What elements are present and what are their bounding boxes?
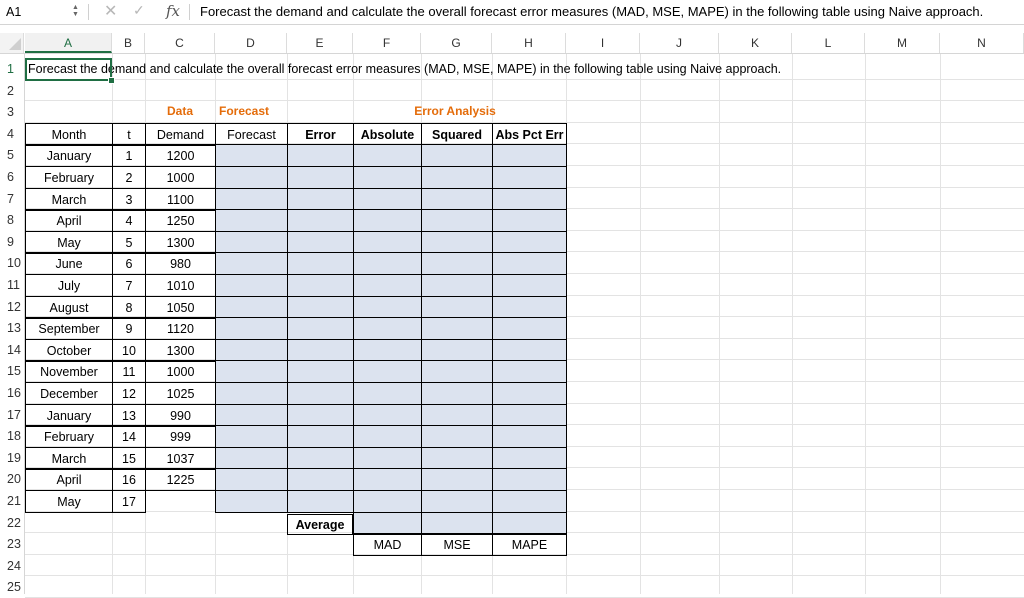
column-header-i[interactable]: I bbox=[566, 33, 640, 53]
section-error-analysis-label: Error Analysis bbox=[414, 104, 496, 118]
forecast-input-cell[interactable] bbox=[215, 317, 288, 340]
period-cell[interactable]: 4 bbox=[112, 209, 146, 232]
absolute-input-cell[interactable] bbox=[353, 209, 422, 232]
month-cell[interactable]: January bbox=[25, 144, 113, 167]
average-label: Average bbox=[287, 514, 353, 535]
demand-cell[interactable]: 1120 bbox=[145, 317, 216, 340]
grid-line bbox=[640, 54, 641, 594]
header-forecast[interactable]: Forecast bbox=[215, 123, 288, 146]
fill-handle[interactable] bbox=[108, 77, 115, 84]
forecast-input-cell[interactable] bbox=[215, 339, 288, 362]
month-cell[interactable]: December bbox=[25, 382, 113, 405]
formula-bar bbox=[0, 0, 1024, 25]
abs-pct-err-input-cell[interactable] bbox=[492, 209, 567, 232]
column-header-b[interactable]: B bbox=[112, 33, 145, 53]
abs-pct-err-input-cell[interactable] bbox=[492, 317, 567, 340]
month-cell[interactable]: February bbox=[25, 425, 113, 448]
squared-input-cell[interactable] bbox=[421, 382, 493, 405]
row-header-19[interactable]: 19 bbox=[7, 451, 21, 465]
error-input-cell[interactable] bbox=[287, 296, 354, 319]
month-cell[interactable]: March bbox=[25, 188, 113, 211]
header-month[interactable]: Month bbox=[25, 123, 113, 146]
squared-input-cell[interactable] bbox=[421, 166, 493, 189]
insert-function-icon[interactable]: fx bbox=[166, 2, 181, 20]
absolute-input-cell[interactable] bbox=[353, 188, 422, 211]
period-cell[interactable]: 2 bbox=[112, 166, 146, 189]
period-cell[interactable]: 5 bbox=[112, 231, 146, 254]
demand-cell[interactable]: 990 bbox=[145, 404, 216, 427]
month-cell[interactable]: March bbox=[25, 447, 113, 470]
absolute-input-cell[interactable] bbox=[353, 339, 422, 362]
absolute-input-cell[interactable] bbox=[353, 144, 422, 167]
header-demand[interactable]: Demand bbox=[145, 123, 216, 146]
summary-label-mse[interactable]: MSE bbox=[421, 533, 493, 556]
squared-input-cell[interactable] bbox=[421, 447, 493, 470]
forecast-input-cell[interactable] bbox=[215, 490, 288, 513]
average-mape-cell[interactable] bbox=[492, 512, 567, 535]
month-cell[interactable]: May bbox=[25, 231, 113, 254]
error-input-cell[interactable] bbox=[287, 425, 354, 448]
grid-line bbox=[25, 575, 1024, 576]
row-header-20[interactable]: 20 bbox=[7, 472, 21, 486]
row-header-25[interactable]: 25 bbox=[7, 580, 21, 594]
month-cell[interactable]: October bbox=[25, 339, 113, 362]
demand-cell[interactable]: 1050 bbox=[145, 296, 216, 319]
squared-input-cell[interactable] bbox=[421, 252, 493, 275]
demand-cell[interactable]: 1000 bbox=[145, 360, 216, 383]
formula-input[interactable]: Forecast the demand and calculate the overall forecast error measures (MAD, MSE, MAPE) in the following table using Naive approach. bbox=[200, 4, 984, 19]
demand-cell[interactable]: 1100 bbox=[145, 188, 216, 211]
row-header-17[interactable]: 17 bbox=[7, 408, 21, 422]
period-cell[interactable]: 3 bbox=[112, 188, 146, 211]
row-header-6[interactable]: 6 bbox=[7, 170, 14, 184]
month-cell[interactable]: February bbox=[25, 166, 113, 189]
row-header-15[interactable]: 15 bbox=[7, 364, 21, 378]
row-header-22[interactable]: 22 bbox=[7, 516, 21, 530]
error-input-cell[interactable] bbox=[287, 317, 354, 340]
header-squared[interactable]: Squared bbox=[421, 123, 493, 146]
period-cell[interactable]: 13 bbox=[112, 404, 146, 427]
month-cell[interactable]: June bbox=[25, 252, 113, 275]
demand-cell[interactable]: 1300 bbox=[145, 339, 216, 362]
error-input-cell[interactable] bbox=[287, 490, 354, 513]
period-cell[interactable]: 7 bbox=[112, 274, 146, 297]
abs-pct-err-input-cell[interactable] bbox=[492, 274, 567, 297]
summary-label-mad[interactable]: MAD bbox=[353, 533, 422, 556]
absolute-input-cell[interactable] bbox=[353, 317, 422, 340]
abs-pct-err-input-cell[interactable] bbox=[492, 447, 567, 470]
error-input-cell[interactable] bbox=[287, 339, 354, 362]
forecast-input-cell[interactable] bbox=[215, 231, 288, 254]
squared-input-cell[interactable] bbox=[421, 468, 493, 491]
absolute-input-cell[interactable] bbox=[353, 404, 422, 427]
abs-pct-err-input-cell[interactable] bbox=[492, 166, 567, 189]
column-header-a[interactable]: A bbox=[25, 33, 112, 53]
absolute-input-cell[interactable] bbox=[353, 382, 422, 405]
forecast-input-cell[interactable] bbox=[215, 209, 288, 232]
row-header-1[interactable]: 1 bbox=[7, 62, 14, 76]
forecast-input-cell[interactable] bbox=[215, 360, 288, 383]
error-input-cell[interactable] bbox=[287, 188, 354, 211]
grid-line bbox=[940, 54, 941, 594]
absolute-input-cell[interactable] bbox=[353, 490, 422, 513]
row-header-9[interactable]: 9 bbox=[7, 235, 14, 249]
period-cell[interactable]: 8 bbox=[112, 296, 146, 319]
row-header-8[interactable]: 8 bbox=[7, 213, 14, 227]
absolute-input-cell[interactable] bbox=[353, 425, 422, 448]
demand-cell[interactable]: 999 bbox=[145, 425, 216, 448]
demand-cell[interactable]: 1300 bbox=[145, 231, 216, 254]
error-input-cell[interactable] bbox=[287, 209, 354, 232]
cell-a1-title[interactable]: Forecast the demand and calculate the overall forecast error measures (MAD, MSE, MAPE) in the following table using Naive approach. bbox=[28, 62, 782, 76]
column-header-m[interactable]: M bbox=[865, 33, 940, 53]
month-cell[interactable]: April bbox=[25, 209, 113, 232]
column-header-d[interactable]: D bbox=[215, 33, 287, 53]
period-cell[interactable]: 14 bbox=[112, 425, 146, 448]
row-header-14[interactable]: 14 bbox=[7, 343, 21, 357]
column-header-g[interactable]: G bbox=[421, 33, 492, 53]
error-input-cell[interactable] bbox=[287, 144, 354, 167]
row-header-5[interactable]: 5 bbox=[7, 148, 14, 162]
forecast-input-cell[interactable] bbox=[215, 188, 288, 211]
month-cell[interactable]: November bbox=[25, 360, 113, 383]
header-absolute[interactable]: Absolute bbox=[353, 123, 422, 146]
error-input-cell[interactable] bbox=[287, 447, 354, 470]
abs-pct-err-input-cell[interactable] bbox=[492, 144, 567, 167]
error-input-cell[interactable] bbox=[287, 252, 354, 275]
grid-line bbox=[719, 54, 720, 594]
squared-input-cell[interactable] bbox=[421, 209, 493, 232]
column-header-l[interactable]: L bbox=[792, 33, 865, 53]
abs-pct-err-input-cell[interactable] bbox=[492, 360, 567, 383]
row-header-7[interactable]: 7 bbox=[7, 192, 14, 206]
section-data-label: Data bbox=[166, 104, 193, 118]
header-abs-pct-err[interactable]: Abs Pct Err bbox=[492, 123, 567, 146]
squared-input-cell[interactable] bbox=[421, 360, 493, 383]
absolute-input-cell[interactable] bbox=[353, 252, 422, 275]
period-cell[interactable]: 6 bbox=[112, 252, 146, 275]
forecast-input-cell[interactable] bbox=[215, 252, 288, 275]
error-input-cell[interactable] bbox=[287, 382, 354, 405]
abs-pct-err-input-cell[interactable] bbox=[492, 339, 567, 362]
column-header-border bbox=[0, 53, 1024, 54]
absolute-input-cell[interactable] bbox=[353, 274, 422, 297]
squared-input-cell[interactable] bbox=[421, 296, 493, 319]
demand-cell[interactable]: 1250 bbox=[145, 209, 216, 232]
period-cell[interactable]: 17 bbox=[112, 490, 146, 513]
selected-cell-outline bbox=[25, 58, 112, 81]
column-header-j[interactable]: J bbox=[640, 33, 719, 53]
forecast-input-cell[interactable] bbox=[215, 447, 288, 470]
period-cell[interactable]: 15 bbox=[112, 447, 146, 470]
month-cell[interactable]: July bbox=[25, 274, 113, 297]
demand-cell[interactable]: 1200 bbox=[145, 144, 216, 167]
forecast-input-cell[interactable] bbox=[215, 382, 288, 405]
month-cell[interactable]: May bbox=[25, 490, 113, 513]
row-header-12[interactable]: 12 bbox=[7, 300, 21, 314]
row-header-11[interactable]: 11 bbox=[7, 278, 20, 292]
squared-input-cell[interactable] bbox=[421, 231, 493, 254]
period-cell[interactable]: 16 bbox=[112, 468, 146, 491]
abs-pct-err-input-cell[interactable] bbox=[492, 404, 567, 427]
row-header-13[interactable]: 13 bbox=[7, 321, 21, 335]
column-header-c[interactable]: C bbox=[145, 33, 215, 53]
abs-pct-err-input-cell[interactable] bbox=[492, 490, 567, 513]
column-header-f[interactable]: F bbox=[353, 33, 421, 53]
squared-input-cell[interactable] bbox=[421, 188, 493, 211]
column-header-k[interactable]: K bbox=[719, 33, 792, 53]
divider bbox=[88, 4, 89, 20]
row-header-4[interactable]: 4 bbox=[7, 127, 14, 141]
forecast-input-cell[interactable] bbox=[215, 468, 288, 491]
abs-pct-err-input-cell[interactable] bbox=[492, 468, 567, 491]
abs-pct-err-input-cell[interactable] bbox=[492, 425, 567, 448]
divider bbox=[189, 4, 190, 20]
absolute-input-cell[interactable] bbox=[353, 447, 422, 470]
error-input-cell[interactable] bbox=[287, 468, 354, 491]
month-cell[interactable]: August bbox=[25, 296, 113, 319]
month-cell[interactable]: April bbox=[25, 468, 113, 491]
forecast-input-cell[interactable] bbox=[215, 166, 288, 189]
row-header-16[interactable]: 16 bbox=[7, 386, 21, 400]
error-input-cell[interactable] bbox=[287, 274, 354, 297]
period-cell[interactable]: 10 bbox=[112, 339, 146, 362]
error-input-cell[interactable] bbox=[287, 231, 354, 254]
row-header-18[interactable]: 18 bbox=[7, 429, 21, 443]
row-header-2[interactable]: 2 bbox=[7, 84, 14, 98]
row-header-21[interactable]: 21 bbox=[7, 494, 21, 508]
squared-input-cell[interactable] bbox=[421, 317, 493, 340]
section-forecast-label: Forecast bbox=[219, 104, 270, 118]
header-error[interactable]: Error bbox=[287, 123, 354, 146]
abs-pct-err-input-cell[interactable] bbox=[492, 296, 567, 319]
month-cell[interactable]: September bbox=[25, 317, 113, 340]
absolute-input-cell[interactable] bbox=[353, 231, 422, 254]
squared-input-cell[interactable] bbox=[421, 425, 493, 448]
demand-cell[interactable]: 1010 bbox=[145, 274, 216, 297]
cancel-icon[interactable]: ✕ bbox=[104, 3, 118, 20]
abs-pct-err-input-cell[interactable] bbox=[492, 231, 567, 254]
error-input-cell[interactable] bbox=[287, 404, 354, 427]
squared-input-cell[interactable] bbox=[421, 490, 493, 513]
name-box[interactable]: A1 bbox=[6, 5, 22, 19]
grid-line bbox=[792, 54, 793, 594]
period-cell[interactable]: 9 bbox=[112, 317, 146, 340]
absolute-input-cell[interactable] bbox=[353, 166, 422, 189]
average-mad-cell[interactable] bbox=[353, 512, 422, 535]
row-header-24[interactable]: 24 bbox=[7, 559, 21, 573]
forecast-input-cell[interactable] bbox=[215, 144, 288, 167]
row-header-10[interactable]: 10 bbox=[7, 256, 21, 270]
select-all-icon bbox=[9, 38, 21, 50]
demand-cell[interactable]: 1225 bbox=[145, 468, 216, 491]
summary-label-mape[interactable]: MAPE bbox=[492, 533, 567, 556]
row-header-23[interactable]: 23 bbox=[7, 537, 21, 551]
confirm-icon[interactable]: ✓ bbox=[133, 2, 145, 18]
header-t[interactable]: t bbox=[112, 123, 146, 146]
error-input-cell[interactable] bbox=[287, 360, 354, 383]
column-header-n[interactable]: N bbox=[940, 33, 1024, 53]
demand-cell[interactable]: 980 bbox=[145, 252, 216, 275]
demand-cell[interactable]: 1000 bbox=[145, 166, 216, 189]
name-box-dropdown-icon[interactable]: ▲ ▼ bbox=[72, 4, 79, 18]
squared-input-cell[interactable] bbox=[421, 274, 493, 297]
month-cell[interactable]: January bbox=[25, 404, 113, 427]
forecast-input-cell[interactable] bbox=[215, 274, 288, 297]
period-cell[interactable]: 1 bbox=[112, 144, 146, 167]
forecast-input-cell[interactable] bbox=[215, 425, 288, 448]
abs-pct-err-input-cell[interactable] bbox=[492, 188, 567, 211]
forecast-input-cell[interactable] bbox=[215, 404, 288, 427]
demand-cell[interactable]: 1025 bbox=[145, 382, 216, 405]
period-cell[interactable]: 12 bbox=[112, 382, 146, 405]
abs-pct-err-input-cell[interactable] bbox=[492, 382, 567, 405]
average-mse-cell[interactable] bbox=[421, 512, 493, 535]
absolute-input-cell[interactable] bbox=[353, 468, 422, 491]
absolute-input-cell[interactable] bbox=[353, 360, 422, 383]
grid-line bbox=[865, 54, 866, 594]
row-header-3[interactable]: 3 bbox=[7, 105, 14, 119]
abs-pct-err-input-cell[interactable] bbox=[492, 252, 567, 275]
absolute-input-cell[interactable] bbox=[353, 296, 422, 319]
squared-input-cell[interactable] bbox=[421, 404, 493, 427]
squared-input-cell[interactable] bbox=[421, 144, 493, 167]
column-header-e[interactable]: E bbox=[287, 33, 353, 53]
period-cell[interactable]: 11 bbox=[112, 360, 146, 383]
squared-input-cell[interactable] bbox=[421, 339, 493, 362]
column-header-h[interactable]: H bbox=[492, 33, 566, 53]
forecast-input-cell[interactable] bbox=[215, 296, 288, 319]
error-input-cell[interactable] bbox=[287, 166, 354, 189]
demand-cell[interactable]: 1037 bbox=[145, 447, 216, 470]
